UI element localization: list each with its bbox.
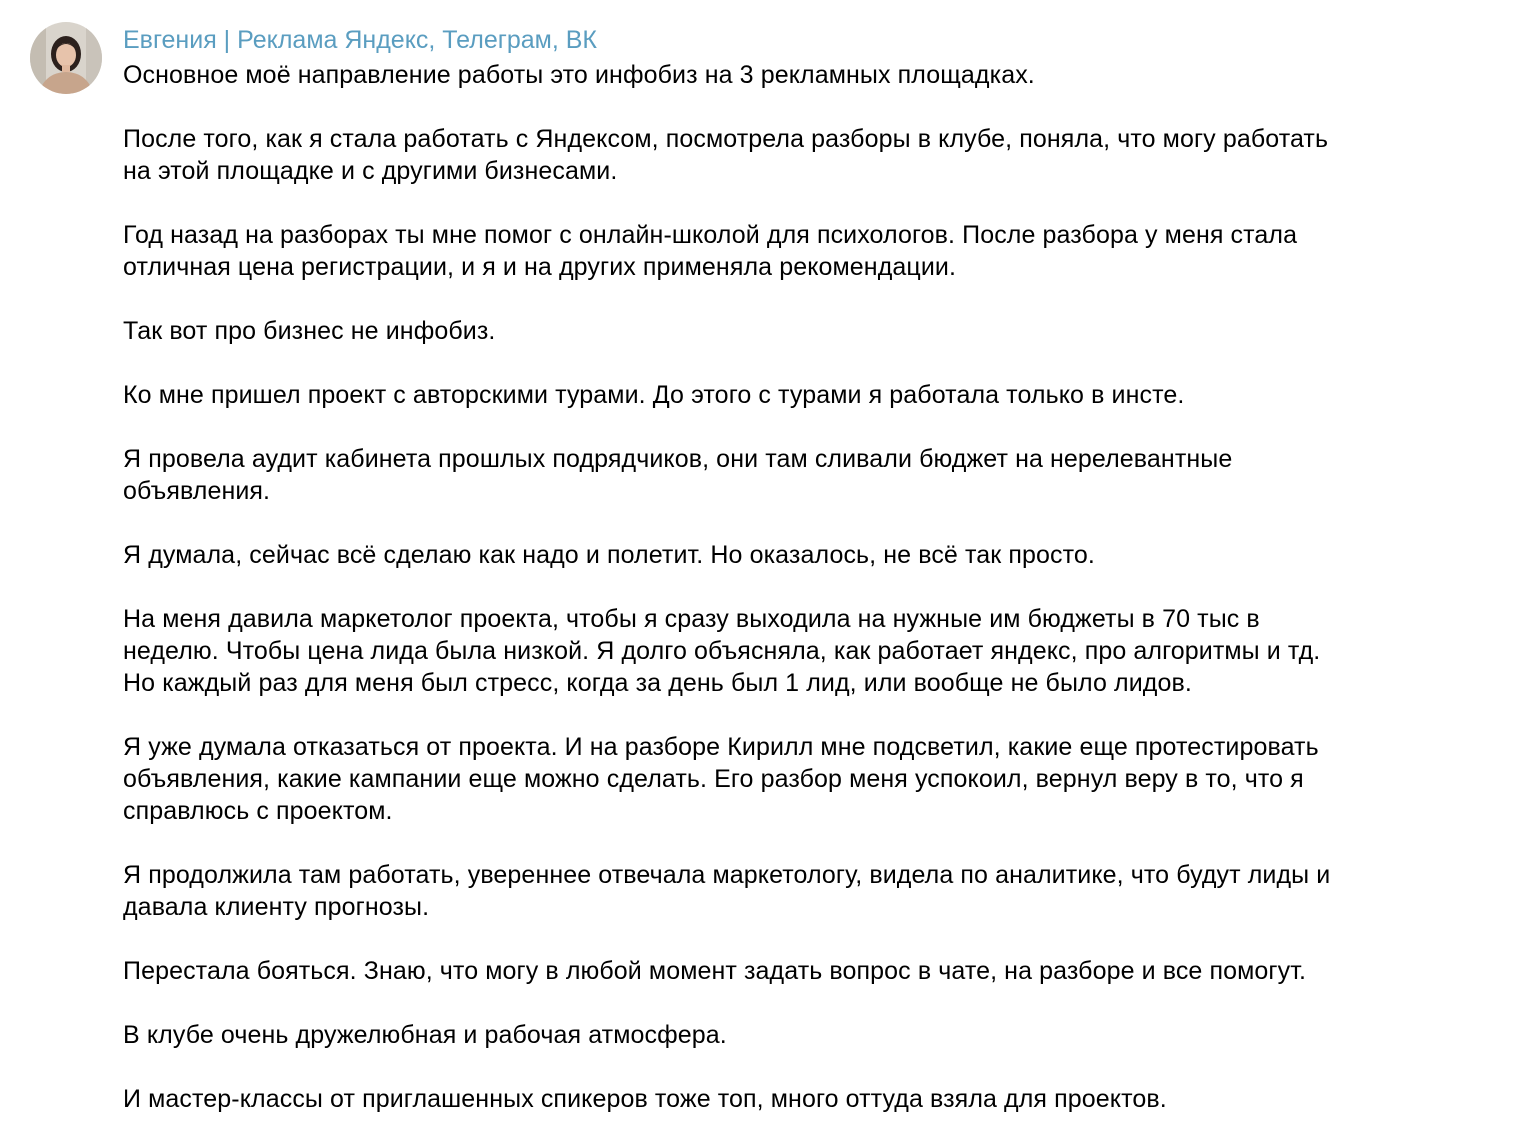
author-avatar[interactable] xyxy=(30,22,102,94)
message-paragraph: Год назад на разборах ты мне помог с онлайн-школой для психологов. После разбора у меня стала отличная цена регистрации, и я и на других применяла рекомендации. xyxy=(123,221,1298,281)
avatar-photo xyxy=(30,22,102,94)
message-paragraph: Основное моё направление работы это инфобиз на 3 рекламных площадках. xyxy=(123,61,1035,89)
message-paragraph: И мастер-классы от приглашенных спикеров тоже топ, много оттуда взяла для проектов. xyxy=(123,1085,1167,1113)
message-paragraph: Ко мне пришел проект с авторскими турами. До этого с турами я работала только в инсте. xyxy=(123,381,1185,409)
author-name[interactable]: Евгения | Реклама Яндекс, Телеграм, ВК xyxy=(123,26,597,54)
message-text xyxy=(123,59,1463,1147)
message-paragraph: Я уже думала отказаться от проекта. И на разборе Кирилл мне подсветил, какие еще протестировать объявления, какие кампании еще можно сделать. Его разбор меня успокоил, вернул веру в то, что я справлюсь с проектом. xyxy=(123,733,1319,825)
message-paragraph: Я провела аудит кабинета прошлых подрядчиков, они там сливали бюджет на нерелевантные объявления. xyxy=(123,445,1233,505)
message-paragraph: Я думала, сейчас всё сделаю как надо и полетит. Но оказалось, не всё так просто. xyxy=(123,541,1095,569)
message-paragraph: Я продолжила там работать, увереннее отвечала маркетологу, видела по аналитике, что будут лиды и давала клиенту прогнозы. xyxy=(123,861,1331,921)
message-paragraph: Перестала бояться. Знаю, что могу в любой момент задать вопрос в чате, на разборе и все помогут. xyxy=(123,957,1307,985)
message-paragraph: На меня давила маркетолог проекта, чтобы я сразу выходила на нужные им бюджеты в 70 тыс в неделю. Чтобы цена лида была низкой. Я долго объясняла, как работает яндекс, про алгоритмы и тд. Но каждый раз для меня был стресс, когда за день был 1 лид, или вообще не было лидов. xyxy=(123,605,1321,697)
message-paragraph: После того, как я стала работать с Яндексом, посмотрела разборы в клубе, поняла, что могу работать на этой площадке и с другими бизнесами. xyxy=(123,125,1329,185)
message-paragraph: Так вот про бизнес не инфобиз. xyxy=(123,317,496,345)
message-paragraph: В клубе очень дружелюбная и рабочая атмосфера. xyxy=(123,1021,727,1049)
